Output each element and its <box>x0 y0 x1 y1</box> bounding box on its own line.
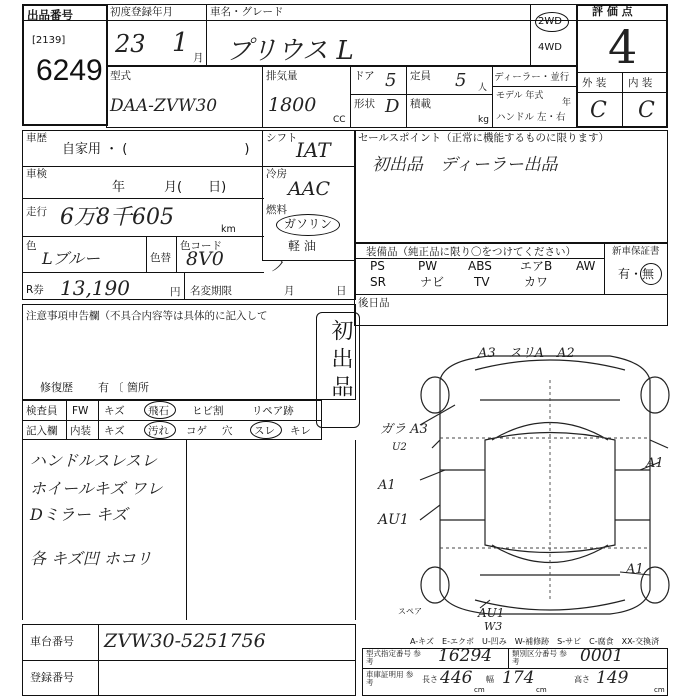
color-code-value: 8V0 <box>186 248 224 270</box>
diagram-mark-a1-left: A1 <box>378 478 396 493</box>
diagram-mark-au1-left: AU1 <box>378 512 409 528</box>
interior-value: C <box>638 98 655 123</box>
length-unit: cm <box>474 686 485 694</box>
equip-navi: ナビ <box>420 275 445 289</box>
color-value: Lブルー <box>42 249 100 268</box>
inspector-crack: ヒビ割 <box>192 405 224 417</box>
inspector-chip: 飛石 <box>148 405 169 417</box>
aftermarket-label: 後日品 <box>358 297 390 309</box>
remark-2: ホイールキズ ワレ <box>30 479 163 498</box>
shift-label: シフト <box>266 132 298 144</box>
diagram-top-marks: A3 スリA A2 <box>478 346 575 361</box>
class-label: 類別区分番号 参考 <box>512 649 567 666</box>
equipment-label: 装備品（純正品に限り〇をつけてください） <box>366 246 576 258</box>
model-year-unit: 年 <box>562 98 572 108</box>
diagram-mark-glass: ガラ A3 <box>380 422 428 437</box>
lot-number-label: 出品番号 <box>27 8 73 22</box>
warranty-value: 有・無 <box>618 267 655 281</box>
first-reg-month-unit: 月 <box>193 52 204 64</box>
fuel-gasoline: ガソリン <box>284 217 333 231</box>
seats-label: 定員 <box>410 70 431 82</box>
color-label: 色 <box>26 240 37 252</box>
inspector-repair: リペア跡 <box>252 405 294 417</box>
chassis-value: ZVW30-5251756 <box>104 630 266 652</box>
fuel-hand-mark: ノ <box>270 259 284 275</box>
warranty-label: 新車保証書 <box>612 246 660 257</box>
inspection-value: 年 月( 日) <box>112 180 227 195</box>
sales-point-label: セールスポイント（正常に機能するものに限ります） <box>358 132 610 144</box>
lot-number: 6249 <box>36 54 103 87</box>
width-label: 幅 <box>486 675 494 684</box>
class-value: 0001 <box>580 646 624 666</box>
repair-history-label: 修復歴 <box>40 381 73 394</box>
notes-label: 注意事項申告欄（不具合内容等は具体的に記入して <box>26 310 268 322</box>
color-change-label: 色替 <box>150 252 171 264</box>
spec-footer-mid <box>508 648 509 668</box>
seats-value: 5 <box>455 70 467 91</box>
recycle-unit: 円 <box>170 286 181 298</box>
model-grade-value: プリウス L <box>226 36 354 66</box>
history-value: 自家用 ・ ( ) <box>62 142 250 157</box>
name-change-month: 月 <box>284 285 295 297</box>
exterior-label: 外 装 <box>582 77 607 89</box>
lot-code: [2139] <box>32 35 66 46</box>
first-listing-text: 初出品 <box>328 319 353 403</box>
chassis-label-divider <box>98 624 99 696</box>
equip-pw: PW <box>418 259 438 273</box>
height-label: 高さ <box>574 675 590 684</box>
fuel-label: 燃料 <box>266 204 287 216</box>
displacement-unit: CC <box>333 115 346 125</box>
shift-value: IAT <box>296 138 331 162</box>
type-spec-value: 16294 <box>438 646 493 666</box>
inspector-burn: コゲ <box>186 425 207 437</box>
mileage-label: 走行 <box>26 206 47 218</box>
chassis-divider <box>22 660 356 661</box>
equip-ps: PS <box>370 259 385 273</box>
height-unit: cm <box>654 686 665 694</box>
inspector-label-2: 記入欄 <box>26 425 58 437</box>
inspector-hole: 穴 <box>222 425 233 437</box>
name-change-label: 名変期限 <box>190 285 232 297</box>
inspection-label: 車検 <box>26 168 47 180</box>
drive-4wd: 4WD <box>538 42 562 53</box>
drive-2wd: 2WD <box>538 16 562 27</box>
grade-value: 4 <box>608 20 638 74</box>
sales-point-value: 初出品 ディーラー出品 <box>372 155 558 175</box>
chassis-label: 車台番号 <box>30 635 74 648</box>
name-change-day: 日 <box>336 285 347 297</box>
diagram-legend: A-キズ E-エクボ U-凹み W-補修跡 S-サビ C-腐食 XX-交換済 <box>410 637 660 646</box>
grade-label: 評 価 点 <box>592 5 633 18</box>
type-label: 型式 <box>110 70 131 82</box>
ac-label: 冷房 <box>266 168 287 180</box>
inspector-interior: 内装 <box>70 425 91 437</box>
seats-unit: 人 <box>478 83 488 93</box>
inspector-cut: キレ <box>290 425 311 437</box>
diagram-mark-au1-bottom: AU1 <box>478 606 505 620</box>
doors-value: 5 <box>385 70 397 91</box>
repair-history-value: 有 〔 箇所 <box>98 381 149 394</box>
length-value: 446 <box>440 668 473 688</box>
fuel-diesel: 軽 油 <box>288 239 316 253</box>
diagram-mark-w3: W3 <box>484 620 503 633</box>
model-grade-label: 車名・グレード <box>210 6 284 18</box>
model-year-label: モデル 年式 <box>496 91 544 101</box>
interior-label: 内 装 <box>628 77 653 89</box>
load-unit: kg <box>478 115 489 125</box>
inspector-scratch-1: キズ <box>104 405 125 417</box>
dealer-label: ディーラー・並行 <box>494 72 570 83</box>
inspector-scratch-2: キズ <box>104 425 125 437</box>
handle-label: ハンドル 左・右 <box>496 112 566 123</box>
equip-airbag: エアB <box>520 259 553 273</box>
equip-leather: カワ <box>524 275 549 289</box>
first-reg-year: 23 <box>115 30 146 58</box>
diagram-mark-u2: U2 <box>392 442 407 453</box>
diagram-spare-label: スペア <box>398 607 422 616</box>
exterior-value: C <box>590 98 607 123</box>
history-label: 車歴 <box>26 132 47 144</box>
width-value: 174 <box>502 668 535 688</box>
registration-label: 登録番号 <box>30 671 74 684</box>
diagram-mark-a1-right: A1 <box>646 456 664 471</box>
type-value: DAA-ZVW30 <box>110 96 218 116</box>
diagram-mark-a1-rear: A1 <box>626 562 644 577</box>
type-spec-label: 型式指定番号 参考 <box>366 649 421 666</box>
color-code-label: 色コード <box>180 240 222 252</box>
remark-4: 各 キズ凹 ホコリ <box>30 549 152 568</box>
shape-value: D <box>385 96 400 117</box>
displacement-value: 1800 <box>268 94 317 116</box>
length-label: 長さ <box>422 675 438 684</box>
recycle-label: R券 <box>26 284 44 296</box>
doors-label: ドア <box>354 70 375 82</box>
inspector-dirt: 汚れ <box>148 425 169 437</box>
mileage-unit: km <box>221 224 236 235</box>
equip-aw: AW <box>576 259 596 273</box>
equip-tv: TV <box>474 275 490 289</box>
equip-abs: ABS <box>468 259 492 273</box>
width-unit: cm <box>536 686 547 694</box>
ac-value: AAC <box>288 178 330 200</box>
first-reg-label: 初度登録年月 <box>110 6 173 18</box>
recycle-value: 13,190 <box>60 276 130 300</box>
first-reg-month: 1 <box>172 28 189 58</box>
dims-label: 車庫証明用 参考 <box>366 670 414 687</box>
mileage-value: 6万8千605 <box>60 205 174 230</box>
shape-label: 形状 <box>354 98 375 110</box>
load-label: 積載 <box>410 98 431 110</box>
inspector-label-1: 検査員 <box>26 405 58 417</box>
remark-3: Dミラー キズ <box>30 505 128 524</box>
inspector-wear: スレ <box>254 425 275 437</box>
height-value: 149 <box>596 668 629 688</box>
inspector-fw: FW <box>72 405 89 417</box>
remark-1: ハンドルスレスレ <box>30 451 158 470</box>
displacement-label: 排気量 <box>266 70 298 82</box>
equip-sr: SR <box>370 275 386 289</box>
